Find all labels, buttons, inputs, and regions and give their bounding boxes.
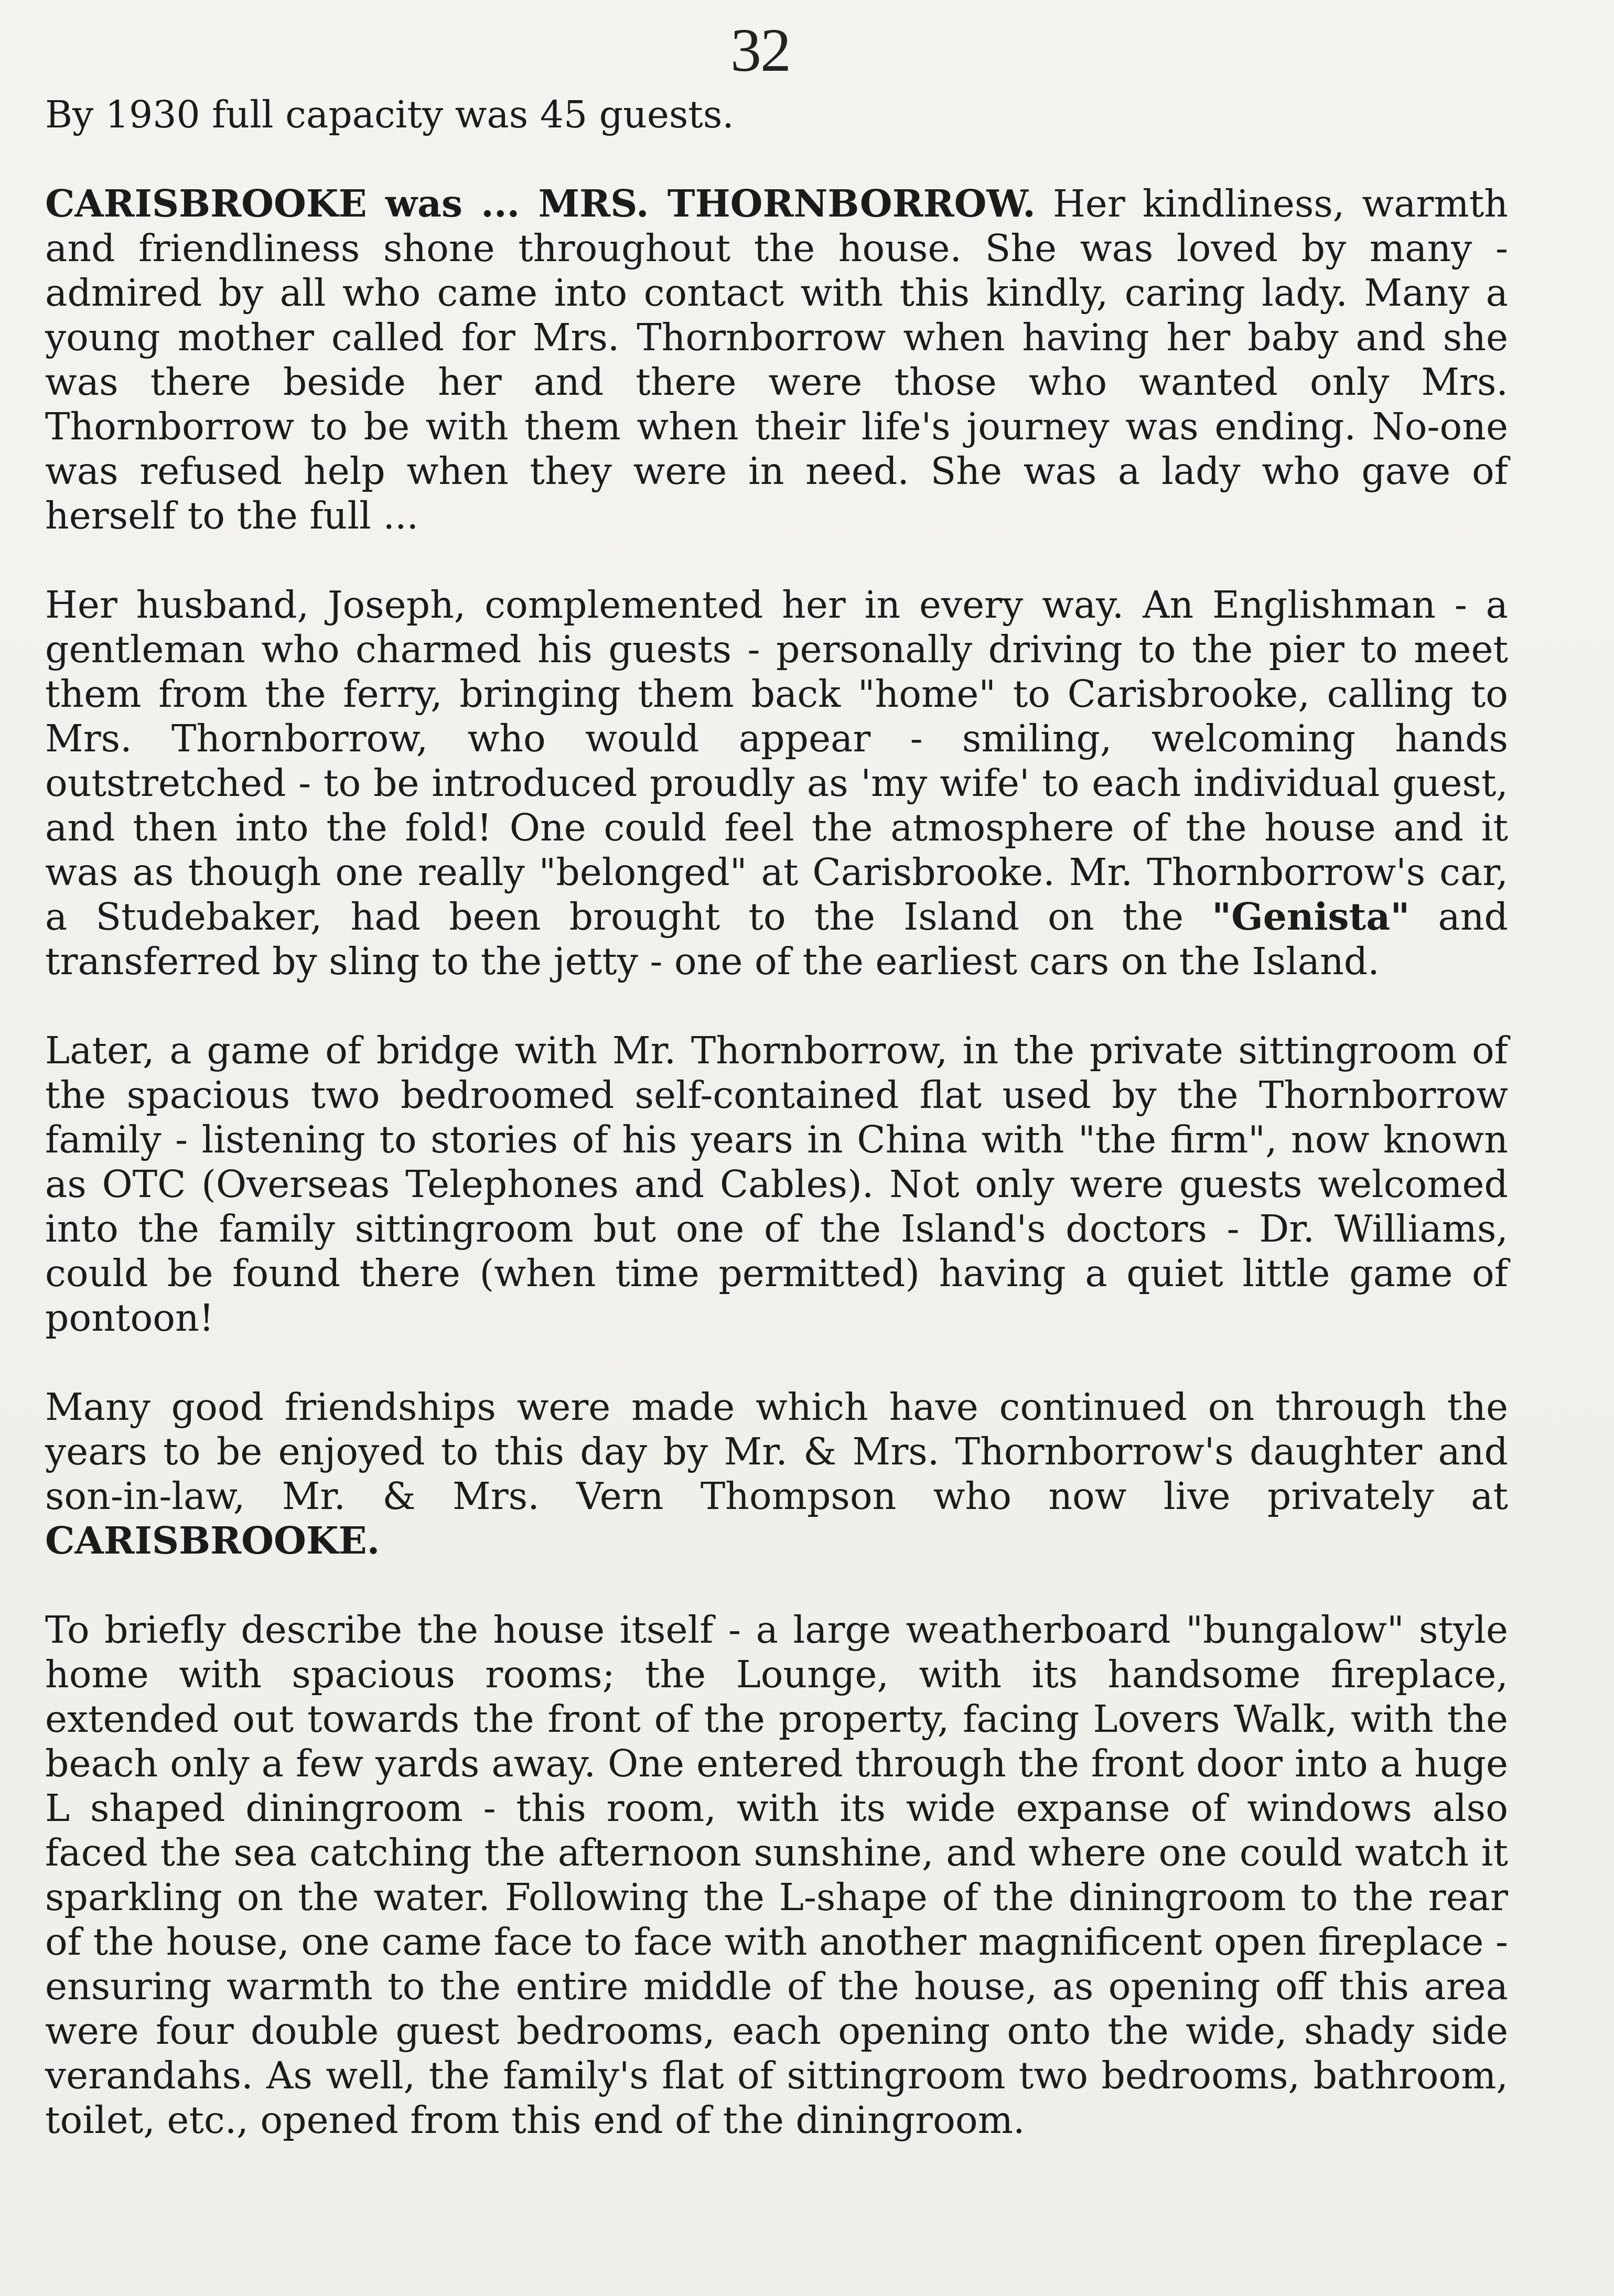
paragraph-text: Her kindliness, warmth and friendliness shone throughout the house. She was loved by many - admired by all who came into contact with this kindly, caring lady. Many a young mother called for Mrs. Thornborrow when having her baby and she was there beside her and there were those who wanted only Mrs. Thornborrow to be with them when their life's journey was ending. No-one was refused help when they were in need. She was a lady who gave of herself to the full ...	[45, 182, 1509, 537]
paragraph-text: Later, a game of bridge with Mr. Thornborrow, in the private sittingroom of the spacious two bedroomed self-contained flat used by the Thornborrow family - listening to stories of his years in China with "the firm", now known as OTC (Overseas Telephones and Cables). Not only were guests welcomed into the family sittingroom but one of the Island's doctors - Dr. Williams, could be found there (when time permitted) having a quiet little game of pontoon!	[45, 1029, 1508, 1340]
paragraph-text: Her husband, Joseph, complemented her in every way. An Englishman - a gentleman who charmed his guests - personally driving to the pier to meet them from the ferry, bringing them back "home" to Carisbrooke, calling to Mrs. Thornborrow, who would appear - smiling, welcoming hands outstretched - to be introduced proudly as 'my wife' to each individual guest, and then into the fold! One could feel the atmosphere of the house and it was as though one really "belonged" at Carisbrooke. Mr. Thornborrow's car, a Studebaker, had been brought to the Island on the	[45, 583, 1508, 939]
paragraph-capacity	[45, 92, 1508, 137]
bold-lead-heading: CARISBROOKE was ... MRS. THORNBORROW.	[45, 181, 1036, 225]
paragraph-house-description	[45, 1608, 1508, 2142]
paragraph-husband-joseph	[45, 583, 1508, 984]
paragraph-mrs-thornborrow	[45, 181, 1508, 538]
paragraph-text: To briefly describe the house itself - a large weatherboard "bungalow" style home with spacious rooms; the Lounge, with its handsome fireplace, extended out towards the front of the property, facing Lovers Walk, with the beach only a few yards away. One entered through the front door into a huge L shaped diningroom - this room, with its wide expanse of windows also faced the sea catching the afternoon sunshine, and where one could watch it sparkling on the water. Following the L-shape of the diningroom to the rear of the house, one came face to face with another magnificent open fireplace - ensuring warmth to the entire middle of the house, as opening off this area were four double guest bedrooms, each opening onto the wide, shady side verandahs. As well, the family's flat of sittingroom two bedrooms, bathroom, toilet, etc., opened from this end of the diningroom.	[45, 1608, 1508, 2142]
paragraph-text-continued: and transferred by sling to the jetty - one of the earliest cars on the Island.	[45, 895, 1508, 983]
capacity-text: By 1930 full capacity was 45 guests.	[45, 93, 734, 136]
carisbrooke-bold-name: CARISBROOKE.	[45, 1518, 380, 1562]
document-body	[45, 92, 1508, 2142]
ship-name-genista: "Genista"	[1212, 894, 1410, 939]
paragraph-text: Many good friendships were made which have continued on through the years to be enjoyed to this day by Mr. & Mrs. Thornborrow's daughter and son-in-law, Mr. & Mrs. Vern Thompson who now live privately at	[45, 1385, 1508, 1518]
page-number: 32	[730, 16, 790, 84]
paragraph-bridge-game	[45, 1028, 1508, 1340]
paragraph-friendships	[45, 1385, 1508, 1563]
